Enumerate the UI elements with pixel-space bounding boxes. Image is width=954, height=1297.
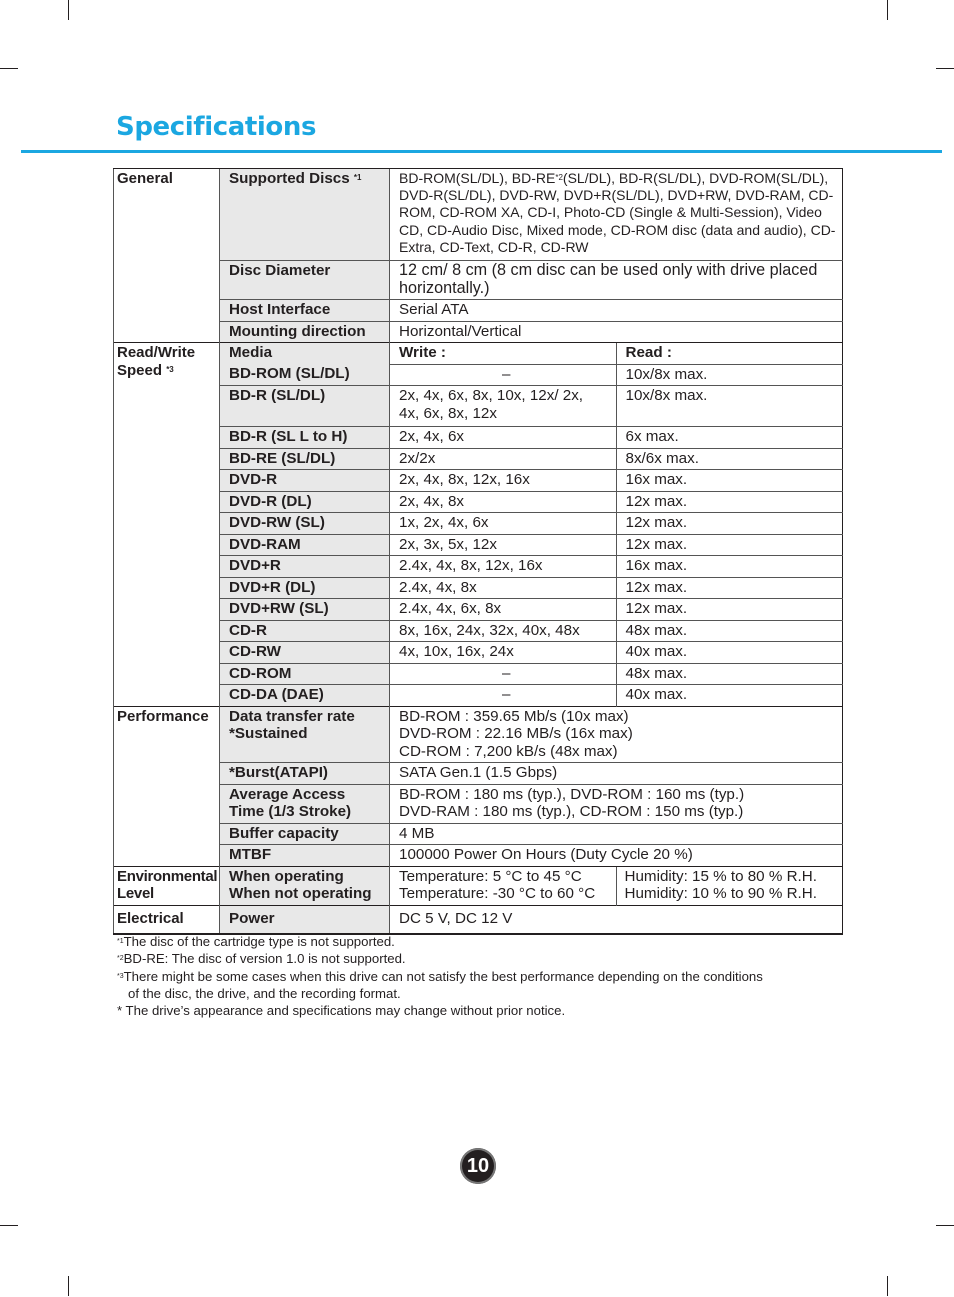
speed-media: BD-RE (SL/DL)	[220, 448, 390, 470]
speed-read: 48x max.	[616, 620, 843, 642]
speed-read: 10x/8x max.	[616, 386, 843, 427]
host-interface-value: Serial ATA	[390, 300, 843, 322]
mounting-direction-label: Mounting direction	[220, 321, 390, 343]
title-rule	[21, 150, 942, 153]
speed-read: 12x max.	[616, 599, 843, 621]
speed-read: 6x max.	[616, 427, 843, 449]
burst-value: SATA Gen.1 (1.5 Gbps)	[390, 763, 843, 785]
speed-media: DVD-RAM	[220, 534, 390, 556]
speed-media: DVD+R (DL)	[220, 577, 390, 599]
speed-media: DVD-R (DL)	[220, 491, 390, 513]
speed-write: 2x, 4x, 8x, 12x, 16x	[390, 470, 617, 492]
burst-label: *Burst(ATAPI)	[220, 763, 390, 785]
buffer-capacity-label: Buffer capacity	[220, 823, 390, 845]
write-header: Write :	[390, 343, 617, 365]
speed-write: 1x, 2x, 4x, 6x	[390, 513, 617, 535]
speed-media: DVD-RW (SL)	[220, 513, 390, 535]
disc-diameter-label: Disc Diameter	[220, 261, 390, 300]
speed-read: 12x max.	[616, 513, 843, 535]
speed-read: 16x max.	[616, 556, 843, 578]
speed-write: 8x, 16x, 24x, 32x, 40x, 48x	[390, 620, 617, 642]
power-label: Power	[220, 905, 390, 934]
speed-read: 40x max.	[616, 685, 843, 707]
category-electrical: Electrical	[114, 905, 220, 934]
read-header: Read :	[616, 343, 843, 365]
crop-mark	[887, 1276, 888, 1296]
speed-write: 2.4x, 4x, 6x, 8x	[390, 599, 617, 621]
footnotes	[117, 933, 847, 1019]
footnote-1: $^{*1}$The disc of the cartridge type is not supported.	[117, 934, 395, 949]
speed-media: BD-ROM (SL/DL)	[220, 364, 390, 386]
speed-read: 48x max.	[616, 663, 843, 685]
category-environmental-level: Environmental Level	[114, 866, 220, 905]
speed-read: 12x max.	[616, 577, 843, 599]
category-read-write-speed: Read/Write Speed $^{*3}$	[114, 343, 220, 707]
speed-read: 8x/6x max.	[616, 448, 843, 470]
footnote-3: $^{*3}$There might be some cases when this drive can not satisfy the best performance depending on the conditions of the disc, the drive, and the recording format.	[117, 968, 763, 1001]
operating-conditions-label: When operating When not operating	[220, 866, 390, 905]
speed-media: DVD+RW (SL)	[220, 599, 390, 621]
speed-write: –	[390, 685, 617, 707]
page-number: 10	[460, 1148, 496, 1184]
specifications-table	[113, 168, 843, 935]
speed-media: DVD-R	[220, 470, 390, 492]
speed-media: CD-R	[220, 620, 390, 642]
crop-mark	[936, 68, 954, 69]
crop-mark	[68, 0, 69, 20]
supported-discs-value: BD-ROM(SL/DL), BD-RE$^{*2}$(SL/DL), BD-R(SL/DL), DVD-ROM(SL/DL), DVD-R(SL/DL), DVD-RW, DVD+R(SL/DL), DVD+RW, DVD-RAM, CD-ROM, CD-ROM XA, CD-I, Photo-CD (Single & Multi-Session), Video CD, CD-Audio Disc, Mixed mode, CD-ROM disc (data and audio), CD-Extra, CD-Text, CD-R, CD-RW	[390, 169, 843, 261]
data-transfer-rate-value: BD-ROM : 359.65 Mb/s (10x max) DVD-ROM : 22.16 MB/s (16x max) CD-ROM : 7,200 kB/s (48x max)	[390, 706, 843, 763]
speed-write: 4x, 10x, 16x, 24x	[390, 642, 617, 664]
humidity-value: Humidity: 15 % to 80 % R.H. Humidity: 10 % to 90 % R.H.	[616, 866, 843, 905]
mtbf-value: 100000 Power On Hours (Duty Cycle 20 %)	[390, 845, 843, 867]
speed-write: 2.4x, 4x, 8x	[390, 577, 617, 599]
category-performance: Performance	[114, 706, 220, 866]
speed-write: –	[390, 364, 617, 386]
mounting-direction-value: Horizontal/Vertical	[390, 321, 843, 343]
crop-mark	[0, 1225, 18, 1226]
speed-media: CD-DA (DAE)	[220, 685, 390, 707]
speed-media: CD-ROM	[220, 663, 390, 685]
speed-write: 2.4x, 4x, 8x, 12x, 16x	[390, 556, 617, 578]
mtbf-label: MTBF	[220, 845, 390, 867]
crop-mark	[936, 1225, 954, 1226]
temperature-value: Temperature: 5 °C to 45 °C Temperature: -30 °C to 60 °C	[390, 866, 617, 905]
crop-mark	[68, 1276, 69, 1296]
speed-media: CD-RW	[220, 642, 390, 664]
speed-media: BD-R (SL L to H)	[220, 427, 390, 449]
buffer-capacity-value: 4 MB	[390, 823, 843, 845]
disc-diameter-value: 12 cm/ 8 cm (8 cm disc can be used only with drive placed horizontally.)	[390, 261, 843, 300]
speed-read: 12x max.	[616, 491, 843, 513]
speed-write: 2x/2x	[390, 448, 617, 470]
average-access-value: BD-ROM : 180 ms (typ.), DVD-ROM : 160 ms (typ.) DVD-RAM : 180 ms (typ.), CD-ROM : 150 ms (typ.)	[390, 784, 843, 823]
supported-discs-label: Supported Discs $^{*1}$	[220, 169, 390, 261]
speed-read: 12x max.	[616, 534, 843, 556]
speed-read: 16x max.	[616, 470, 843, 492]
speed-write: 2x, 4x, 6x, 8x, 10x, 12x/ 2x, 4x, 6x, 8x, 12x	[390, 386, 617, 427]
footnote-4: * The drive’s appearance and specifications may change without prior notice.	[117, 1003, 566, 1019]
speed-write: 2x, 4x, 6x	[390, 427, 617, 449]
power-value: DC 5 V, DC 12 V	[390, 905, 843, 934]
average-access-label: Average Access Time (1/3 Stroke)	[220, 784, 390, 823]
speed-media: DVD+R	[220, 556, 390, 578]
page-title: Specifications	[116, 112, 317, 142]
category-general: General	[114, 169, 220, 343]
host-interface-label: Host Interface	[220, 300, 390, 322]
speed-read: 10x/8x max.	[616, 364, 843, 386]
speed-read: 40x max.	[616, 642, 843, 664]
speed-write: 2x, 3x, 5x, 12x	[390, 534, 617, 556]
crop-mark	[0, 68, 18, 69]
speed-media: BD-R (SL/DL)	[220, 386, 390, 427]
footnote-2: $^{*2}$BD-RE: The disc of version 1.0 is not supported.	[117, 951, 406, 967]
media-header: Media	[220, 343, 390, 365]
speed-write: –	[390, 663, 617, 685]
crop-mark	[887, 0, 888, 20]
data-transfer-rate-label: Data transfer rate *Sustained	[220, 706, 390, 763]
speed-write: 2x, 4x, 8x	[390, 491, 617, 513]
